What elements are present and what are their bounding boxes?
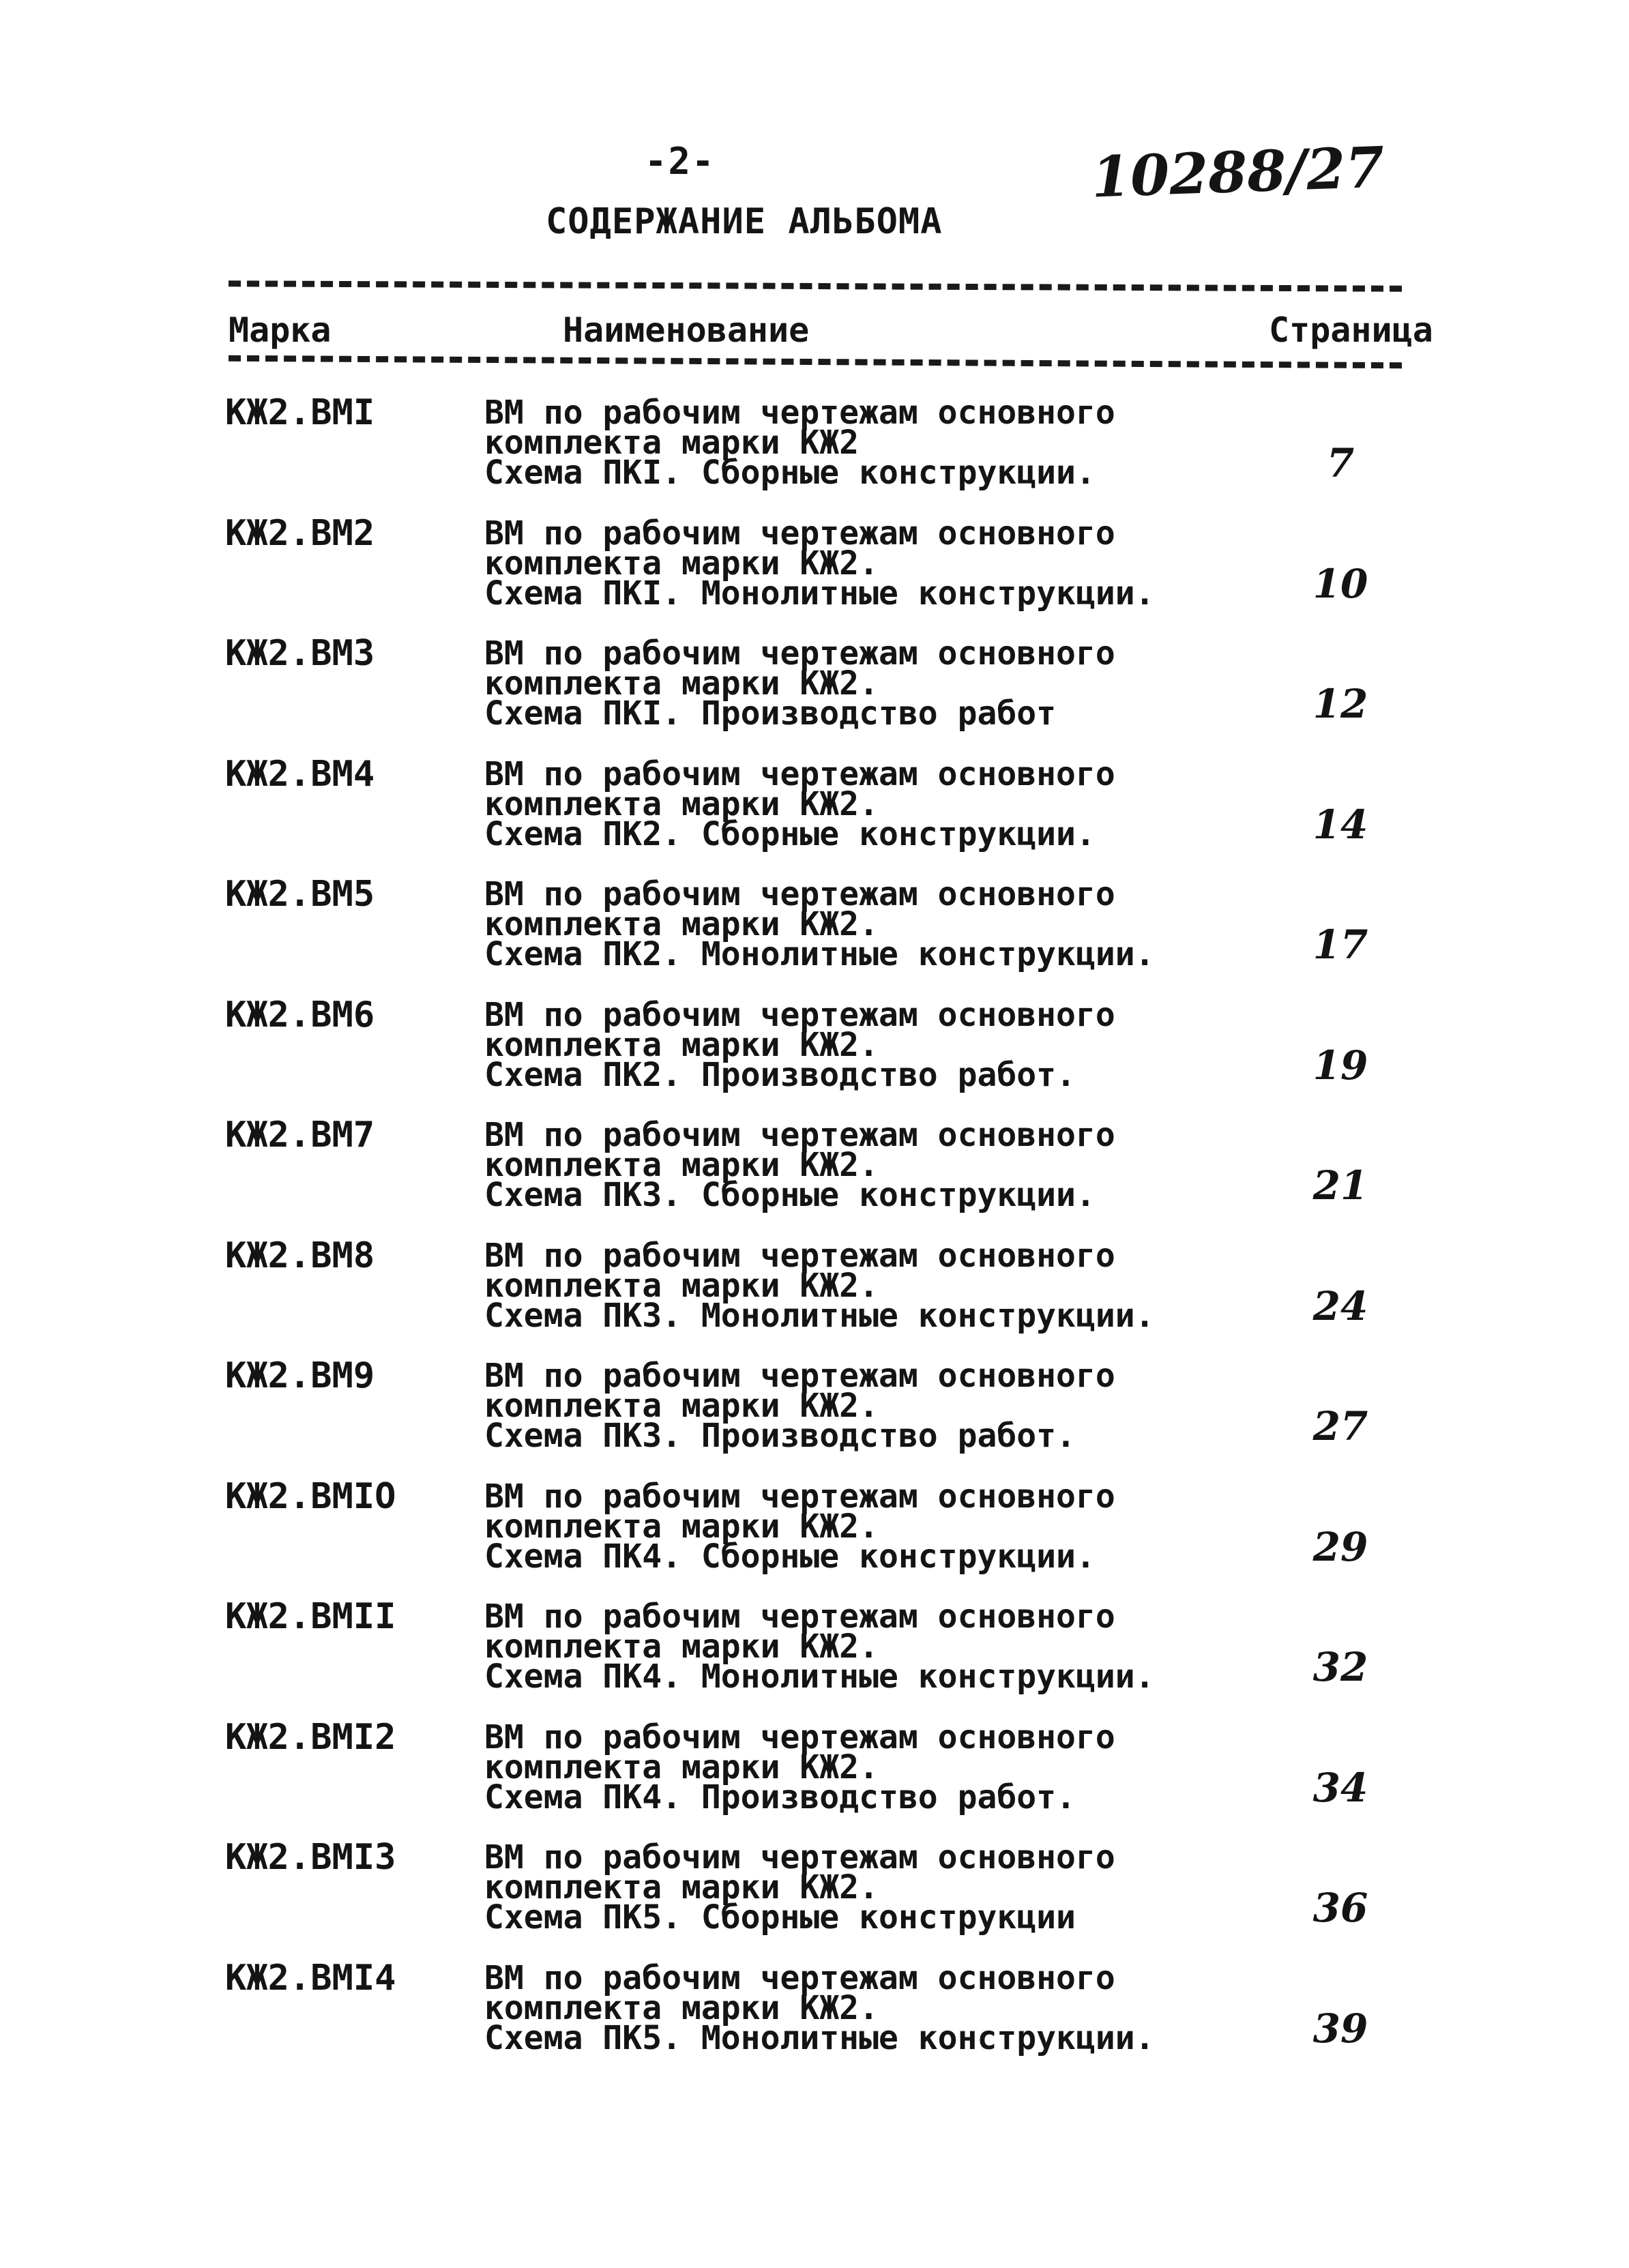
row-description-line: комплекта марки КЖ2.: [484, 544, 879, 583]
row-page-number: 32: [1312, 1644, 1368, 1690]
table-row: [0, 392, 1629, 512]
table-row: [0, 1115, 1629, 1235]
row-page-number: 17: [1312, 922, 1368, 968]
row-description-line: Схема ПК3. Монолитные конструкции.: [484, 1296, 1155, 1335]
table-row: [0, 1476, 1629, 1596]
row-description-line: комплекта марки КЖ2.: [484, 1988, 879, 2027]
table-row: [0, 1958, 1629, 2078]
row-description-line: ВМ по рабочим чертежам основного: [484, 1357, 1115, 1395]
row-description-line: комплекта марки КЖ2: [484, 424, 860, 462]
row-description-line: Схема ПК3. Сборные конструкции.: [484, 1176, 1096, 1214]
row-page-number: 29: [1312, 1523, 1368, 1570]
row-mark: КЖ2.ВМII: [225, 1596, 396, 1637]
row-description-line: ВМ по рабочим чертежам основного: [484, 394, 1115, 432]
row-page-number: 10: [1312, 560, 1368, 607]
row-mark: КЖ2.ВМIO: [225, 1475, 396, 1517]
row-description-line: Схема ПК4. Производство работ.: [484, 1778, 1076, 1816]
row-mark: КЖ2.ВМ7: [225, 1115, 375, 1155]
row-description-line: Схема ПК2. Монолитные конструкции.: [484, 935, 1155, 973]
row-page-number: 27: [1312, 1403, 1368, 1449]
table-row: [0, 1717, 1629, 1837]
row-description-line: ВМ по рабочим чертежам основного: [484, 995, 1115, 1034]
row-mark: КЖ2.ВМ8: [225, 1235, 375, 1276]
row-mark: КЖ2.ВМI3: [225, 1837, 396, 1878]
row-description-line: ВМ по рабочим чертежам основного: [484, 1958, 1115, 1997]
column-header-page: Страница: [1269, 310, 1433, 350]
table-row: [0, 513, 1629, 633]
row-description-line: комплекта марки КЖ2.: [484, 1628, 879, 1666]
table-row: [0, 633, 1629, 753]
row-mark: КЖ2.ВМ6: [225, 994, 375, 1035]
row-page-number: 19: [1312, 1042, 1368, 1089]
table-row: [0, 1235, 1629, 1355]
row-mark: КЖ2.ВМ3: [225, 633, 375, 674]
row-description: [484, 875, 1155, 973]
row-description-line: ВМ по рабочим чертежам основного: [484, 1116, 1115, 1154]
table-top-rule: [229, 280, 1402, 292]
row-mark: КЖ2.ВМ4: [225, 753, 375, 795]
row-description-line: комплекта марки КЖ2.: [484, 1387, 879, 1425]
row-mark: КЖ2.ВМI2: [225, 1716, 396, 1758]
row-description-line: ВМ по рабочим чертежам основного: [484, 1838, 1115, 1876]
row-mark: КЖ2.ВМI: [225, 392, 375, 433]
archive-number: 10288/27: [1090, 134, 1385, 211]
row-description-line: ВМ по рабочим чертежам основного: [484, 875, 1115, 913]
row-page-number: 39: [1312, 2005, 1368, 2052]
row-description-line: комплекта марки КЖ2.: [484, 1146, 879, 1184]
row-description-line: Схема ПКI. Производство работ: [484, 694, 1057, 733]
row-description-line: ВМ по рабочим чертежам основного: [484, 1477, 1115, 1516]
row-description: [484, 634, 1115, 733]
row-description: [484, 1597, 1155, 1696]
table-row: [0, 1355, 1629, 1475]
table-row: [0, 1596, 1629, 1716]
page-title: СОДЕРЖАНИЕ АЛЬБОМА: [546, 201, 943, 242]
row-description-line: ВМ по рабочим чертежам основного: [484, 634, 1115, 673]
row-description-line: ВМ по рабочим чертежам основного: [484, 754, 1115, 793]
row-description-line: Схема ПКI. Сборные конструкции.: [484, 454, 1096, 492]
row-page-number: 24: [1312, 1282, 1368, 1329]
row-mark: КЖ2.ВМ5: [225, 874, 375, 915]
row-description-line: Схема ПК4. Монолитные конструкции.: [484, 1658, 1155, 1696]
row-description: [484, 1116, 1115, 1214]
row-page-number: 21: [1312, 1162, 1368, 1209]
table-row: [0, 1837, 1629, 1957]
row-description: [484, 1838, 1115, 1936]
row-description-line: Схема ПК5. Сборные конструкции: [484, 1898, 1076, 1936]
row-page-number: 12: [1312, 681, 1368, 727]
row-description-line: ВМ по рабочим чертежам основного: [484, 1597, 1115, 1636]
table-header-rule: [229, 355, 1402, 369]
row-description-line: комплекта марки КЖ2.: [484, 1507, 879, 1546]
column-header-mark: Марка: [229, 310, 332, 350]
row-description-line: комплекта марки КЖ2.: [484, 664, 879, 703]
row-description: [484, 394, 1115, 492]
row-description-line: ВМ по рабочим чертежам основного: [484, 1236, 1115, 1275]
row-description: [484, 754, 1115, 853]
row-description-line: комплекта марки КЖ2.: [484, 784, 879, 823]
row-mark: КЖ2.ВМ2: [225, 512, 375, 554]
row-description-line: Схема ПКI. Монолитные конструкции.: [484, 574, 1155, 613]
row-description-line: Схема ПК3. Производство работ.: [484, 1417, 1076, 1455]
row-description-line: Схема ПК2. Сборные конструкции.: [484, 814, 1096, 853]
row-description: [484, 1357, 1115, 1455]
row-description-line: комплекта марки КЖ2.: [484, 1868, 879, 1906]
row-page-number: 14: [1312, 801, 1368, 848]
row-description-line: Схема ПК5. Монолитные конструкции.: [484, 2018, 1155, 2057]
row-mark: КЖ2.ВМ9: [225, 1355, 375, 1396]
row-description-line: Схема ПК4. Сборные конструкции.: [484, 1537, 1096, 1576]
row-description-line: комплекта марки КЖ2.: [484, 1748, 879, 1786]
row-description-line: комплекта марки КЖ2.: [484, 1025, 879, 1064]
column-header-name: Наименование: [563, 310, 810, 350]
row-description-line: Схема ПК2. Производство работ.: [484, 1055, 1076, 1094]
row-mark: КЖ2.ВМI4: [225, 1957, 396, 1999]
row-description-line: ВМ по рабочим чертежам основного: [484, 1718, 1115, 1756]
row-description-line: комплекта марки КЖ2.: [484, 1266, 879, 1305]
row-description-line: ВМ по рабочим чертежам основного: [484, 514, 1115, 553]
table-row: [0, 874, 1629, 994]
row-description: [484, 1958, 1155, 2057]
table-row: [0, 754, 1629, 874]
row-description-line: комплекта марки КЖ2.: [484, 905, 879, 943]
row-description: [484, 1718, 1115, 1816]
row-page-number: 36: [1312, 1885, 1368, 1931]
row-page-number: 34: [1312, 1764, 1368, 1811]
page-number: -2-: [645, 140, 716, 183]
row-description: [484, 1236, 1155, 1335]
row-description: [484, 1477, 1115, 1576]
row-page-number: 7: [1326, 440, 1355, 486]
row-description: [484, 514, 1155, 613]
row-description: [484, 995, 1115, 1094]
table-row: [0, 995, 1629, 1115]
